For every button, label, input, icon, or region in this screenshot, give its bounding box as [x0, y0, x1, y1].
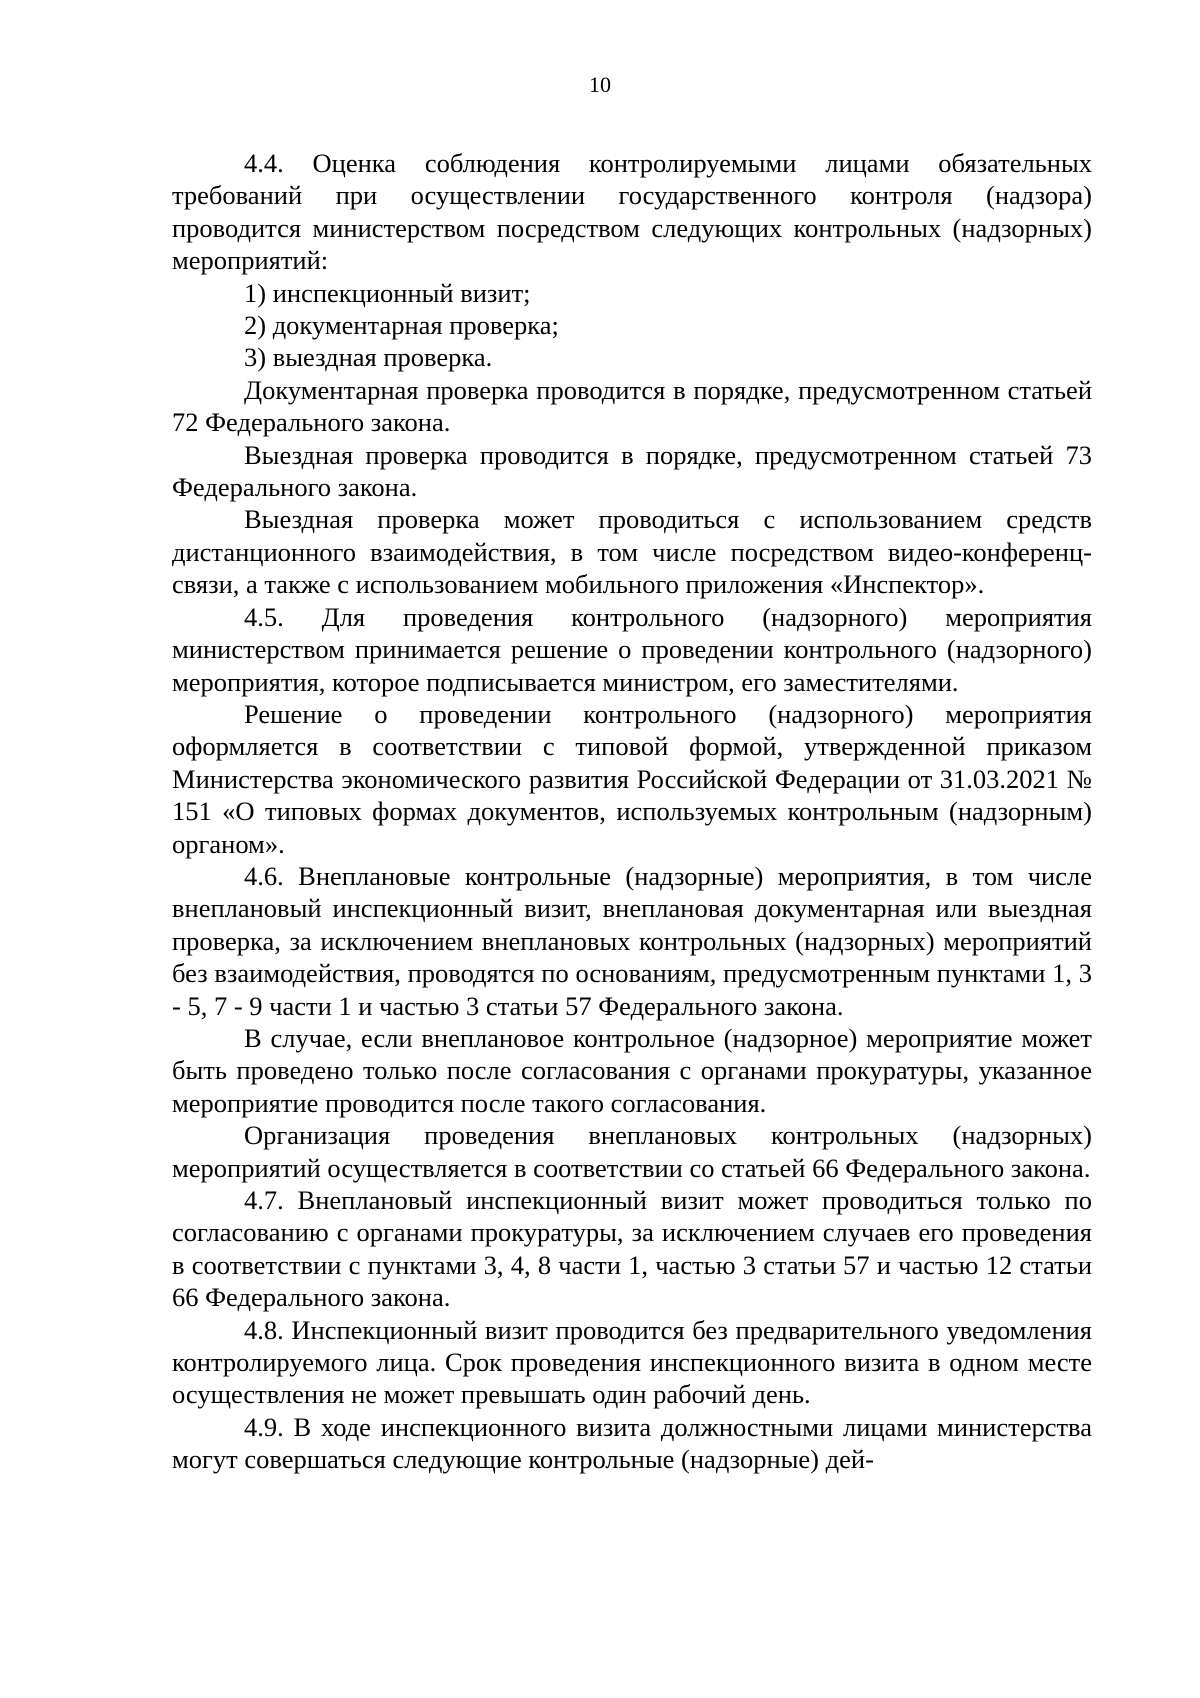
paragraph-4-6: 4.6. Внеплановые контрольные (надзорные) мероприятия, в том числе внеплановый инспекционный визит, внеплановая документарная или выездная проверка, за исключением внеплановых контрольных (надзорных) мероприятий без взаимодействия, проводятся по основаниям, предусмотренным пунктами 1, 3 - 5, 7 - 9 части 1 и частью 3 статьи 57 Федерального закона.	[172, 860, 1092, 1021]
paragraph-4-5: 4.5. Для проведения контрольного (надзорного) мероприятия министерством принимается решение о проведении контрольного (надзорного) мероприятия, которое подписывается министром, его заместителями.	[172, 601, 1092, 697]
paragraph-4-8: 4.8. Инспекционный визит проводится без предварительного уведомления контролируемого лица. Срок проведения инспекционного визита в одном месте осуществления не может превышать один рабочий день.	[172, 1314, 1092, 1410]
list-item-1: 1) инспекционный визит;	[244, 277, 531, 308]
paragraph-4-7: 4.7. Внеплановый инспекционный визит может проводиться только по согласованию с органами прокуратуры, за исключением случаев его проведения в соответствии с пунктами 3, 4, 8 части 1, частью 3 статьи 57 и частью 12 статьи 66 Федерального закона.	[172, 1185, 1092, 1313]
document-body	[172, 147, 1092, 1476]
paragraph-unscheduled-organization: Организация проведения внеплановых контрольных (надзорных) мероприятий осуществляется в соответствии со статьей 66 Федерального закона.	[172, 1120, 1092, 1183]
paragraph-4-4: 4.4. Оценка соблюдения контролируемыми лицами обязательных требований при осуществлении государственного контроля (надзора) проводится министерством посредством следующих контрольных (надзорных) мероприятий:	[172, 148, 1092, 276]
paragraph-prosecutor-approval: В случае, если внеплановое контрольное (надзорное) мероприятие может быть проведено только после согласования с органами прокуратуры, указанное мероприятие проводится после такого согласования.	[172, 1022, 1092, 1118]
list-item-3: 3) выездная проверка.	[244, 342, 493, 373]
list-item-2: 2) документарная проверка;	[244, 310, 559, 341]
paragraph-remote-check: Выездная проверка может проводиться с использованием средств дистанционного взаимодействия, в том числе посредством видео-конференц-связи, а также с использованием мобильного приложения «Инспектор».	[172, 504, 1092, 600]
page-number: 10	[589, 72, 611, 97]
paragraph-documentary-check: Документарная проверка проводится в порядке, предусмотренном статьей 72 Федерального закона.	[172, 374, 1092, 438]
paragraph-4-9: 4.9. В ходе инспекционного визита должностными лицами министерства могут совершаться следующие контрольные (надзорные) дей-	[172, 1411, 1092, 1475]
paragraph-decision-form: Решение о проведении контрольного (надзорного) мероприятия оформляется в соответствии с типовой формой, утвержденной приказом Министерства экономического развития Российской Федерации от 31.03.2021 № 151 «О типовых формах документов, используемых контрольным (надзорным) органом».	[172, 698, 1092, 859]
paragraph-field-check: Выездная проверка проводится в порядке, предусмотренном статьей 73 Федерального закона.	[172, 439, 1092, 503]
